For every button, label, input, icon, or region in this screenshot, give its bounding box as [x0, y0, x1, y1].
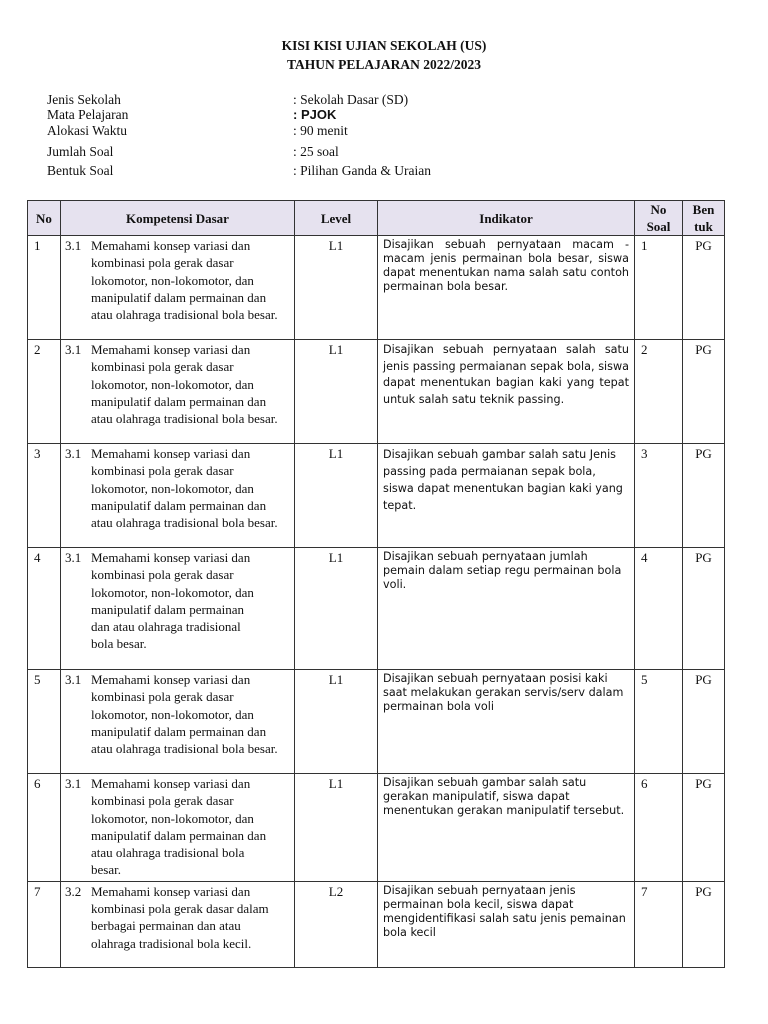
kd-number: 3.1 — [65, 446, 82, 461]
cell-no-soal: 6 — [635, 774, 683, 882]
cell-indikator: Disajikan sebuah pernyataan jumlah pemain dalam setiap regu permainan bola voli. — [378, 548, 635, 670]
cell-no: 5 — [28, 670, 61, 774]
table-row — [28, 548, 725, 670]
cell-no-soal: 2 — [635, 340, 683, 444]
document-title: KISI KISI UJIAN SEKOLAH (US) — [281, 38, 487, 53]
cell-kompetensi-dasar — [61, 444, 295, 548]
cell-no: 3 — [28, 444, 61, 548]
kd-number: 3.1 — [65, 672, 82, 687]
info-label: Alokasi Waktu — [47, 123, 128, 138]
kd-text: Memahami konsep variasi dan kombinasi pola gerak dasar lokomotor, non-lokomotor, dan manipulatif dalam permainan dan atau olahraga tradisional bola besar. — [91, 776, 267, 878]
kd-text: Memahami konsep variasi dan kombinasi pola gerak dasar lokomotor, non-lokomotor, dan manipulatif dalam permainan dan atau olahraga tradisional bola besar. — [91, 446, 278, 531]
header-level: Level — [295, 201, 378, 236]
kd-text: Memahami konsep variasi dan kombinasi pola gerak dasar lokomotor, non-lokomotor, dan manipulatif dalam permainan dan atau olahraga tradisional bola besar. — [91, 238, 278, 323]
cell-kompetensi-dasar — [61, 340, 295, 444]
cell-level: L1 — [295, 670, 378, 774]
cell-kompetensi-dasar — [61, 548, 295, 670]
cell-kompetensi-dasar — [61, 881, 295, 967]
cell-level: L1 — [295, 444, 378, 548]
table-row — [28, 340, 725, 444]
header-bentuk-line1: Ben — [692, 202, 715, 217]
cell-bentuk: PG — [683, 774, 725, 882]
cell-kompetensi-dasar — [61, 670, 295, 774]
header-indikator: Indikator — [378, 201, 635, 236]
kd-text: Memahami konsep variasi dan kombinasi pola gerak dasar lokomotor, non-lokomotor, dan manipulatif dalam permainan dan atau olahraga tradisional bola besar. — [91, 342, 278, 427]
kd-number: 3.1 — [65, 550, 82, 565]
cell-level: L1 — [295, 236, 378, 340]
kd-number: 3.1 — [65, 238, 82, 253]
info-label: Mata Pelajaran — [47, 107, 129, 122]
kisi-kisi-table — [27, 200, 725, 968]
cell-indikator: Disajikan sebuah gambar salah satu gerakan manipulatif, siswa dapat menentukan gerakan manipulatif tersebut. — [378, 774, 635, 882]
cell-no-soal: 5 — [635, 670, 683, 774]
cell-level: L2 — [295, 881, 378, 967]
table-row — [28, 444, 725, 548]
cell-no: 7 — [28, 881, 61, 967]
info-value: : PJOK — [293, 107, 337, 122]
header-no-soal — [635, 201, 683, 236]
cell-indikator: Disajikan sebuah pernyataan posisi kaki saat melakukan gerakan servis/serv dalam permainan bola voli — [378, 670, 635, 774]
cell-bentuk: PG — [683, 881, 725, 967]
cell-indikator: Disajikan sebuah pernyataan jenis permainan bola kecil, siswa dapat mengidentifikasi salah satu jenis pemainan bola kecil — [378, 881, 635, 967]
info-value: : 25 soal — [293, 144, 339, 159]
cell-no: 6 — [28, 774, 61, 882]
header-no-soal-line2: Soal — [646, 219, 671, 234]
kd-number: 3.1 — [65, 342, 82, 357]
cell-level: L1 — [295, 340, 378, 444]
kd-number: 3.1 — [65, 776, 82, 791]
cell-no: 4 — [28, 548, 61, 670]
table-header-row — [28, 201, 725, 236]
cell-no-soal: 3 — [635, 444, 683, 548]
cell-bentuk: PG — [683, 444, 725, 548]
cell-no-soal: 7 — [635, 881, 683, 967]
cell-indikator: Disajikan sebuah pernyataan macam - macam jenis permainan bola besar, siswa dapat menentukan nama salah satu contoh permainan bola besar. — [378, 236, 635, 340]
info-value: : Sekolah Dasar (SD) — [293, 92, 409, 107]
table-row — [28, 670, 725, 774]
cell-bentuk: PG — [683, 548, 725, 670]
cell-indikator: Disajikan sebuah gambar salah satu Jenis passing pada permaianan sepak bola, siswa dapat menentukan bagian kaki yang tepat. — [378, 444, 635, 548]
kd-text: Memahami konsep variasi dan kombinasi pola gerak dasar lokomotor, non-lokomotor, dan manipulatif dalam permainan dan atau olahraga tradisional bola besar. — [91, 550, 254, 652]
cell-level: L1 — [295, 548, 378, 670]
table-row — [28, 881, 725, 967]
cell-kompetensi-dasar — [61, 236, 295, 340]
cell-bentuk: PG — [683, 236, 725, 340]
table-row — [28, 236, 725, 340]
header-bentuk-line2: tuk — [694, 219, 713, 234]
cell-no-soal: 1 — [635, 236, 683, 340]
info-label: Bentuk Soal — [47, 163, 114, 178]
header-kompetensi-dasar: Kompetensi Dasar — [61, 201, 295, 236]
cell-indikator: Disajikan sebuah pernyataan salah satu jenis passing permaianan sepak bola, siswa dapat menentukan bagian kaki yang tepat untuk salah satu teknik passing. — [378, 340, 635, 444]
cell-bentuk: PG — [683, 670, 725, 774]
info-value: : Pilihan Ganda & Uraian — [293, 163, 431, 178]
cell-no: 1 — [28, 236, 61, 340]
info-label: Jumlah Soal — [47, 144, 114, 159]
cell-bentuk: PG — [683, 340, 725, 444]
info-value: : 90 menit — [293, 123, 348, 138]
kd-text: Memahami konsep variasi dan kombinasi pola gerak dasar dalam berbagai permainan dan atau olahraga tradisional bola kecil. — [91, 883, 269, 951]
info-label: Jenis Sekolah — [47, 92, 121, 107]
cell-no-soal: 4 — [635, 548, 683, 670]
header-no: No — [28, 201, 61, 236]
table-row — [28, 774, 725, 882]
header-no-soal-line1: No — [650, 202, 667, 217]
kd-number: 3.2 — [65, 883, 82, 899]
kd-text: Memahami konsep variasi dan kombinasi pola gerak dasar lokomotor, non-lokomotor, dan manipulatif dalam permainan dan atau olahraga tradisional bola besar. — [91, 672, 278, 757]
cell-kompetensi-dasar — [61, 774, 295, 882]
document-subtitle: TAHUN PELAJARAN 2022/2023 — [286, 57, 481, 72]
cell-level: L1 — [295, 774, 378, 882]
cell-no: 2 — [28, 340, 61, 444]
header-bentuk — [683, 201, 725, 236]
